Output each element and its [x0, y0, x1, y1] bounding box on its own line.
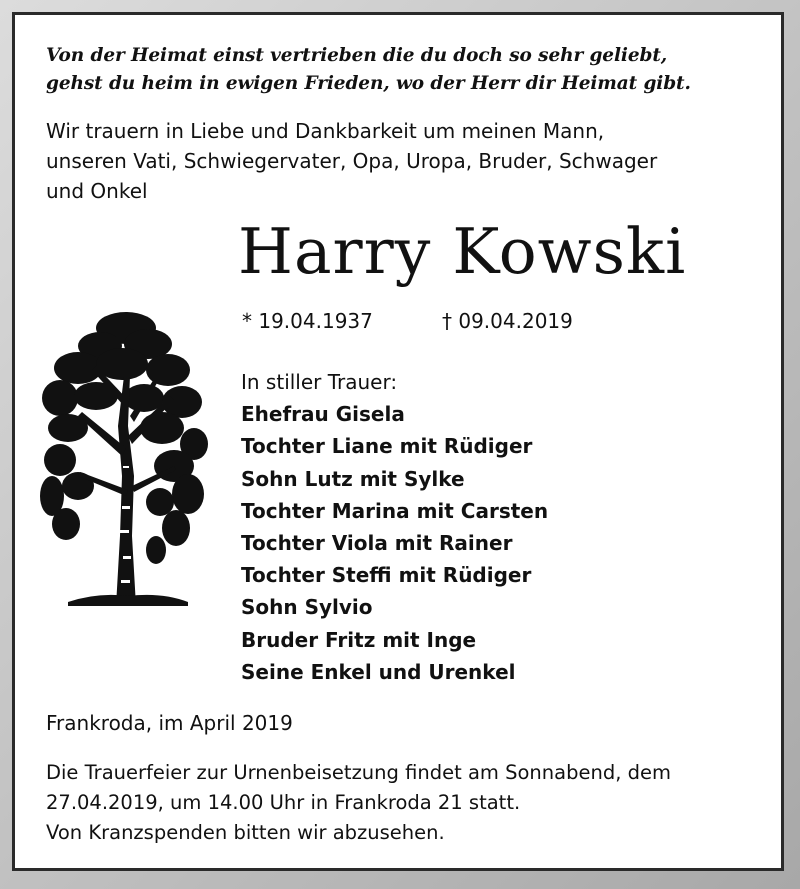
verse-line: Von der Heimat einst vertrieben die du doch so sehr geliebt,	[46, 45, 668, 66]
birch-tree-icon	[38, 306, 210, 614]
birth-date: * 19.04.1937	[242, 309, 373, 333]
life-dates	[242, 306, 573, 336]
notes-line: 27.04.2019, um 14.00 Uhr in Frankroda 21 statt.	[46, 791, 521, 814]
deceased-name: Harry Kowski	[238, 215, 687, 288]
notes-line: Die Trauerfeier zur Urnenbeisetzung findet am Sonnabend, dem	[46, 761, 671, 784]
funeral-notes	[46, 758, 776, 848]
mourner-entry: Tochter Marina mit Carsten	[241, 498, 549, 523]
verse	[46, 42, 766, 98]
mourner-entry: Seine Enkel und Urenkel	[241, 659, 516, 684]
mourner-entry: Bruder Fritz mit Inge	[241, 627, 477, 652]
mourners-list	[241, 366, 548, 688]
mourner-entry: Tochter Liane mit Rüdiger	[241, 434, 533, 459]
mourner-entry: Ehefrau Gisela	[241, 402, 405, 427]
verse-line: gehst du heim in ewigen Frieden, wo der Herr dir Heimat gibt.	[46, 73, 691, 94]
place-date: Frankroda, im April 2019	[46, 711, 293, 735]
mourner-entry: Sohn Lutz mit Sylke	[241, 466, 465, 491]
mourner-entry: Tochter Viola mit Rainer	[241, 531, 513, 556]
death-date: † 09.04.2019	[442, 309, 573, 333]
mourner-entry: Tochter Steffi mit Rüdiger	[241, 563, 532, 588]
mourners-heading: In stiller Trauer:	[241, 370, 398, 394]
mourner-entry: Sohn Sylvio	[241, 595, 373, 620]
intro-text	[46, 116, 766, 206]
intro-line: und Onkel	[46, 179, 148, 203]
intro-line: unseren Vati, Schwiegervater, Opa, Uropa, Bruder, Schwager	[46, 149, 658, 173]
intro-line: Wir trauern in Liebe und Dankbarkeit um meinen Mann,	[46, 119, 605, 143]
notes-line: Von Kranzspenden bitten wir abzusehen.	[46, 821, 445, 844]
